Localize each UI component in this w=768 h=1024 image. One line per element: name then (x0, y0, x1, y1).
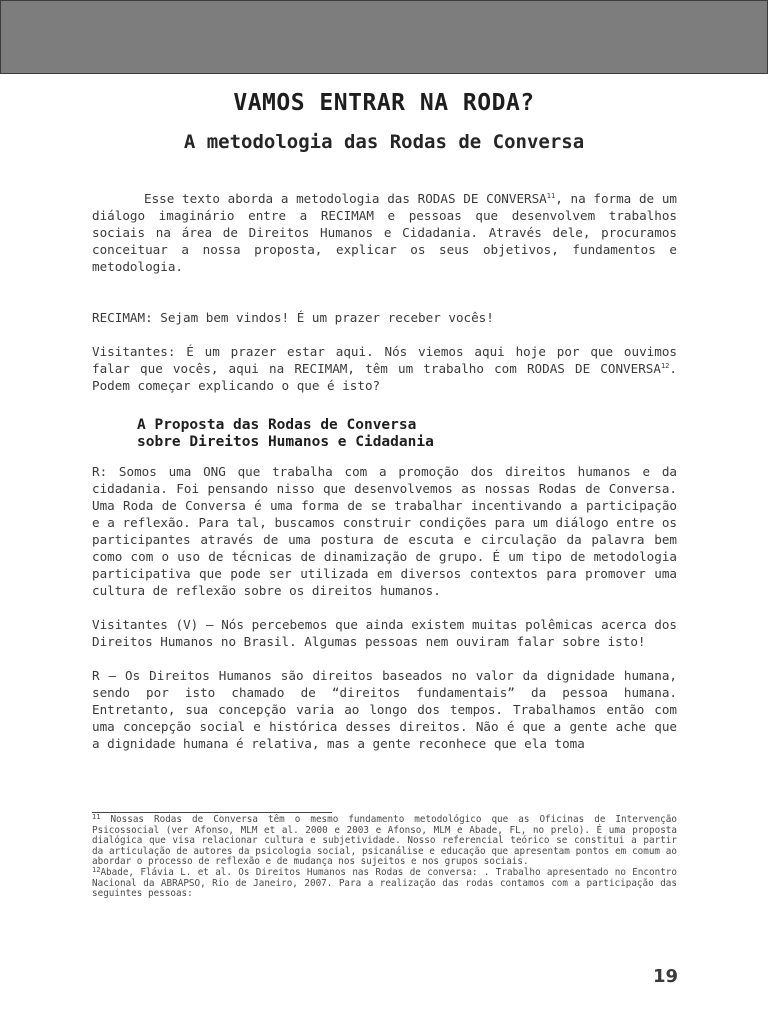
page-number: 19 (652, 966, 678, 987)
footnote-12 (92, 865, 677, 900)
visitors-question (92, 343, 677, 394)
footnote-ref-11[interactable]: 11 (546, 192, 556, 200)
body-paragraph-1: R: Somos uma ONG que trabalha com a promoção dos direitos humanos e da cidadania. Foi pensando nisso que desenvolvemos as nossas Rodas de Conversa. Uma Roda de Conversa é uma forma de se trabalhar incentivando a participação e a reflexão. Para tal, buscamos construir condições para um diálogo entre os participantes através de uma postura de escuta e circulação da palavra bem como com o uso de técnicas de dinamização de grupo. É um tipo de metodologia participativa que pode ser utilizada em diversos contextos para promover uma cultura de reflexão sobre os direitos humanos. (92, 464, 677, 598)
footnote-divider (92, 812, 332, 813)
section-heading (92, 417, 677, 451)
recimam-welcome: RECIMAM: Sejam bem vindos! É um prazer receber vocês! (92, 310, 494, 325)
header-bar (0, 0, 768, 74)
footnote-11-text: Nossas Rodas de Conversa têm o mesmo fundamento metodológico que as Oficinas de Intervenção Psicossocial (ver Afonso, MLM et al. 2000 e 2003 e Afonso, MLM e Abade, FL, no prelo). É uma proposta dialógica que visa relacionar cultura e subjetividade. Nosso referencial teórico se constitui a partir da articulação de autores da psicologia social, psicanálise e educação que apresentam pontos em comum ao abordar o processo de reflexão e de mudança nos sujeitos e nos grupos sociais. (92, 814, 677, 868)
main-content (92, 190, 677, 752)
page-title: VAMOS ENTRAR NA RODA? (233, 90, 535, 116)
body-paragraph-2: Visitantes (V) – Nós percebemos que ainda existem muitas polêmicas acerca dos Direitos Humanos no Brasil. Algumas pessoas nem ouviram falar sobre isto! (92, 617, 677, 649)
intro-paragraph (92, 190, 677, 275)
section-heading-line-2: sobre Direitos Humanos e Cidadania (137, 434, 434, 450)
visitors-text-start: Visitantes: É um prazer estar aqui. Nós viemos aqui hoje por que ouvimos falar que vocês, aqui na RECIMAM, têm um trabalho com RODAS DE CONVERSA (92, 344, 677, 376)
footnote-11-number: 11 (92, 813, 101, 821)
section-heading-line-1: A Proposta das Rodas de Conversa (137, 417, 417, 433)
page-subtitle: A metodologia das Rodas de Conversa (183, 131, 585, 153)
intro-text-start: Esse texto aborda a metodologia das RODAS DE CONVERSA (144, 191, 547, 206)
footnote-11 (92, 815, 677, 868)
visitors-text-end: . Podem começar explicando o que é isto? (92, 361, 677, 393)
intro-text-end: , na forma de um diálogo imaginário entre a RECIMAM e pessoas que desenvolvem trabalhos sociais na área de Direitos Humanos e Cidadania. Através dele, procuramos conceituar a nossa proposta, explicar os seus objetivos, fundamentos e metodologia. (92, 191, 677, 274)
body-paragraph-3: R – Os Direitos Humanos são direitos baseados no valor da dignidade humana, sendo por isto chamado de “direitos fundamentais” da pessoa humana. Entretanto, sua concepção varia ao longo dos tempos. Trabalhamos então com uma concepção social e histórica desses direitos. Não é que a gente ache que a dignidade humana é relativa, mas a gente reconhece que ela toma (92, 668, 677, 751)
footnotes (92, 815, 677, 900)
footnote-12-number: 12 (92, 865, 101, 874)
footnote-12-text: Abade, Flávia L. et al. Os Direitos Humanos nas Rodas de conversa: . Trabalho apresentado no Encontro Nacional da ABRAPSO, Rio de Janeiro, 2007. Para a realização das rodas contamos com a participação das seguintes pessoas: (92, 866, 677, 900)
footnote-ref-12[interactable]: 12 (660, 362, 670, 370)
